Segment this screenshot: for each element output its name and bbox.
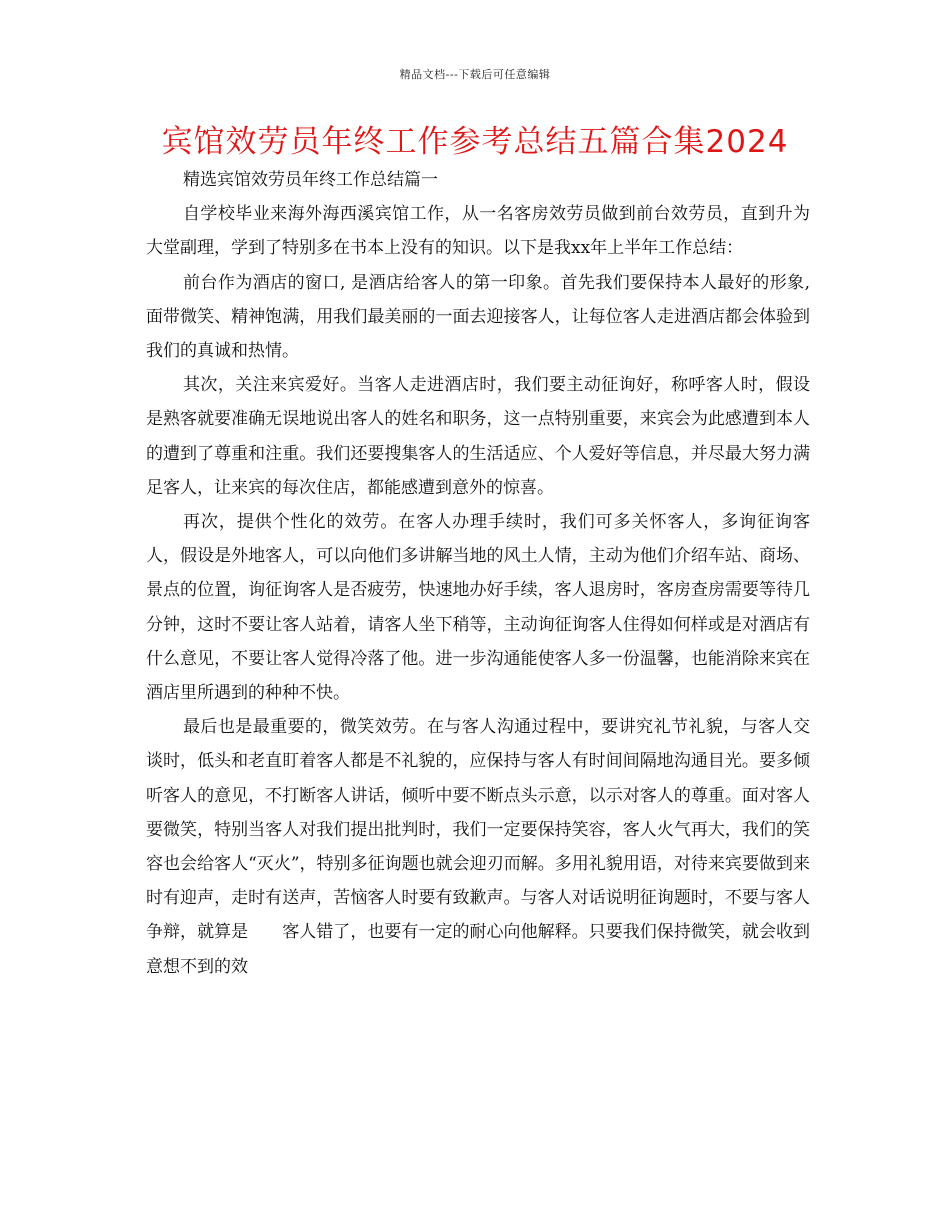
paragraph: 最后也是最重要的，微笑效劳。在与客人沟通过程中，要讲究礼节礼貌，与客人交谈时，低头和老直盯着客人都是不礼貌的，应保持与客人有时间间隔地沟通目光。要多倾听客人的意见，不打断客人讲话，倾听中要不断点头示意，以示对客人的尊重。面对客人要微笑，特别当客人对我们提出批判时，我们一定要保持笑容，客人火气再大，我们的笑容也会给客人“灭火”，特别多征询题也就会迎刃而解。多用礼貌用语，对待来宾要做到来时有迎声，走时有送声，苦恼客人时要有致歉声。与客人对话说明征询题时，不要与客人争辩，就算是 客人错了，也要有一定的耐心向他解释。只要我们保持微笑，就会收到意想不到的效 <box>146 717 810 977</box>
document-body <box>146 163 810 984</box>
paragraph: 前台作为酒店的窗口, 是酒店给客人的第一印象。首先我们要保持本人最好的形象, 面带微笑、精神饱满，用我们最美丽的一面去迎接客人，让每位客人走进酒店都会体验到我们的真诚和热情。 <box>146 272 810 362</box>
paragraph: 自学校毕业来海外海西溪宾馆工作，从一名客房效劳员做到前台效劳员，直到升为大堂副理，学到了特别多在书本上没有的知识。以下是我xx年上半年工作总结： <box>146 204 810 259</box>
section-heading: 精选宾馆效劳员年终工作总结篇一 <box>183 170 438 190</box>
paragraph: 其次，关注来宾爱好。当客人走进酒店时，我们要主动征询好，称呼客人时，假设是熟客就要准确无误地说出客人的姓名和职务，这一点特别重要，来宾会为此感遭到本人的遭到了尊重和注重。我们还要搜集客人的生活适应、个人爱好等信息，并尽最大努力满足客人，让来宾的每次住店，都能感遭到意外的惊喜。 <box>146 375 810 498</box>
header-note: 精品文档---下载后可任意编辑 <box>399 68 551 81</box>
document-title: 宾馆效劳员年终工作参考总结五篇合集2024 <box>161 124 789 160</box>
paragraph: 再次，提供个性化的效劳。在客人办理手续时，我们可多关怀客人，多询征询客人，假设是外地客人，可以向他们多讲解当地的风土人情，主动为他们介绍车站、商场、景点的位置，询征询客人是否疲劳，快速地办好手续，客人退房时，客房查房需要等待几分钟，这时不要让客人站着，请客人坐下稍等，主动询征询客人住得如何样或是对酒店有什么意见，不要让客人觉得冷落了他。进一步沟通能使客人多一份温馨，也能消除来宾在酒店里所遇到的种种不快。 <box>146 512 810 704</box>
